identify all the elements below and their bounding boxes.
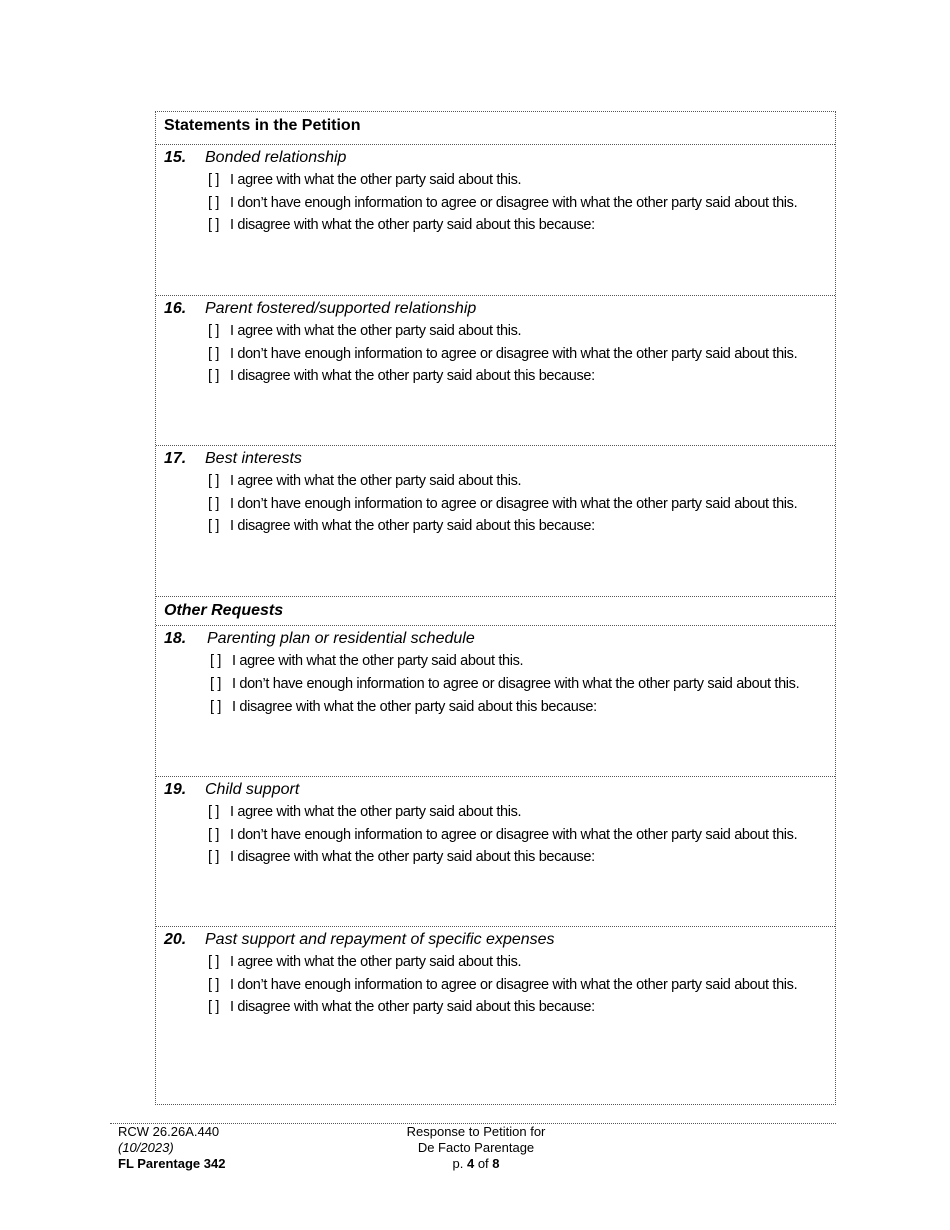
checkbox[interactable]: [ ] <box>208 999 220 1015</box>
option-disagree[interactable] <box>208 518 595 534</box>
option-label: I disagree with what the other party said about this because: <box>232 699 597 715</box>
option-label: I don’t have enough information to agree or disagree with what the other party said about this. <box>230 496 798 512</box>
section-heading: Other Requests <box>164 602 284 619</box>
page-current: 4 <box>466 1156 475 1171</box>
item-title: Parent fostered/supported relationship <box>205 300 477 317</box>
option-label: I agree with what the other party said about this. <box>230 954 522 970</box>
item-number: 17. <box>164 450 187 467</box>
item-20 <box>156 926 835 1106</box>
checkbox[interactable]: [ ] <box>208 195 220 211</box>
option-disagree[interactable] <box>208 368 595 384</box>
footer-revision: (10/2023) <box>118 1140 174 1155</box>
option-label: I disagree with what the other party said about this because: <box>230 849 595 865</box>
option-disagree[interactable] <box>208 999 595 1015</box>
option-label: I disagree with what the other party said about this because: <box>230 999 595 1015</box>
checkbox[interactable]: [ ] <box>210 676 222 692</box>
option-disagree[interactable] <box>210 699 597 715</box>
option-label: I agree with what the other party said about this. <box>230 172 522 188</box>
checkbox[interactable]: [ ] <box>208 368 220 384</box>
checkbox[interactable]: [ ] <box>208 518 220 534</box>
item-number: 15. <box>164 149 187 166</box>
option-no-info[interactable] <box>208 977 797 993</box>
page-prefix: p. <box>452 1156 464 1171</box>
option-label: I agree with what the other party said about this. <box>230 323 522 339</box>
option-no-info[interactable] <box>208 195 797 211</box>
checkbox[interactable]: [ ] <box>208 954 220 970</box>
option-agree[interactable] <box>208 473 521 489</box>
checkbox[interactable]: [ ] <box>208 323 220 339</box>
option-label: I don’t have enough information to agree or disagree with what the other party said about this. <box>230 195 798 211</box>
option-label: I don’t have enough information to agree or disagree with what the other party said about this. <box>232 676 800 692</box>
item-16 <box>156 295 835 445</box>
option-no-info[interactable] <box>210 676 799 692</box>
item-number: 18. <box>164 630 187 647</box>
section-header-statements <box>156 112 835 144</box>
checkbox[interactable]: [ ] <box>208 217 220 233</box>
option-label: I disagree with what the other party said about this because: <box>230 217 595 233</box>
checkbox[interactable]: [ ] <box>208 473 220 489</box>
option-disagree[interactable] <box>208 849 595 865</box>
option-label: I agree with what the other party said about this. <box>230 804 522 820</box>
item-title: Parenting plan or residential schedule <box>207 630 475 647</box>
option-label: I don’t have enough information to agree or disagree with what the other party said about this. <box>230 977 798 993</box>
section-heading: Statements in the Petition <box>164 117 361 134</box>
option-label: I agree with what the other party said about this. <box>232 653 524 669</box>
footer-doc-title-line2: De Facto Parentage <box>417 1140 535 1155</box>
checkbox[interactable]: [ ] <box>208 977 220 993</box>
footer-form-id: FL Parentage 342 <box>118 1156 226 1171</box>
checkbox[interactable]: [ ] <box>208 496 220 512</box>
item-number: 20. <box>164 931 187 948</box>
item-17 <box>156 445 835 596</box>
option-label: I don’t have enough information to agree or disagree with what the other party said about this. <box>230 827 798 843</box>
item-title: Bonded relationship <box>205 149 347 166</box>
option-label: I agree with what the other party said about this. <box>230 473 522 489</box>
page-of: of <box>477 1156 489 1171</box>
option-agree[interactable] <box>208 804 521 820</box>
checkbox[interactable]: [ ] <box>208 346 220 362</box>
item-number: 16. <box>164 300 187 317</box>
option-label: I disagree with what the other party said about this because: <box>230 518 595 534</box>
item-18 <box>156 625 835 776</box>
checkbox[interactable]: [ ] <box>208 804 220 820</box>
option-agree[interactable] <box>210 653 523 669</box>
option-agree[interactable] <box>208 323 521 339</box>
page-total: 8 <box>492 1156 500 1171</box>
footer-page-number <box>360 1156 592 1172</box>
item-15 <box>156 144 835 295</box>
option-label: I disagree with what the other party said about this because: <box>230 368 595 384</box>
checkbox[interactable]: [ ] <box>208 849 220 865</box>
option-no-info[interactable] <box>208 827 797 843</box>
item-title: Past support and repayment of specific expenses <box>205 931 555 948</box>
option-no-info[interactable] <box>208 346 797 362</box>
option-agree[interactable] <box>208 954 521 970</box>
checkbox[interactable]: [ ] <box>210 699 222 715</box>
option-disagree[interactable] <box>208 217 595 233</box>
item-19 <box>156 776 835 926</box>
section-header-other <box>156 596 835 625</box>
item-title: Best interests <box>205 450 302 467</box>
item-number: 19. <box>164 781 187 798</box>
footer-statute: RCW 26.26A.440 <box>118 1124 220 1139</box>
checkbox[interactable]: [ ] <box>208 172 220 188</box>
option-label: I don’t have enough information to agree or disagree with what the other party said about this. <box>230 346 798 362</box>
checkbox[interactable]: [ ] <box>208 827 220 843</box>
option-agree[interactable] <box>208 172 521 188</box>
footer-doc-title-line1: Response to Petition for <box>406 1124 546 1139</box>
option-no-info[interactable] <box>208 496 797 512</box>
form-table <box>155 111 836 1105</box>
checkbox[interactable]: [ ] <box>210 653 222 669</box>
item-title: Child support <box>205 781 300 798</box>
